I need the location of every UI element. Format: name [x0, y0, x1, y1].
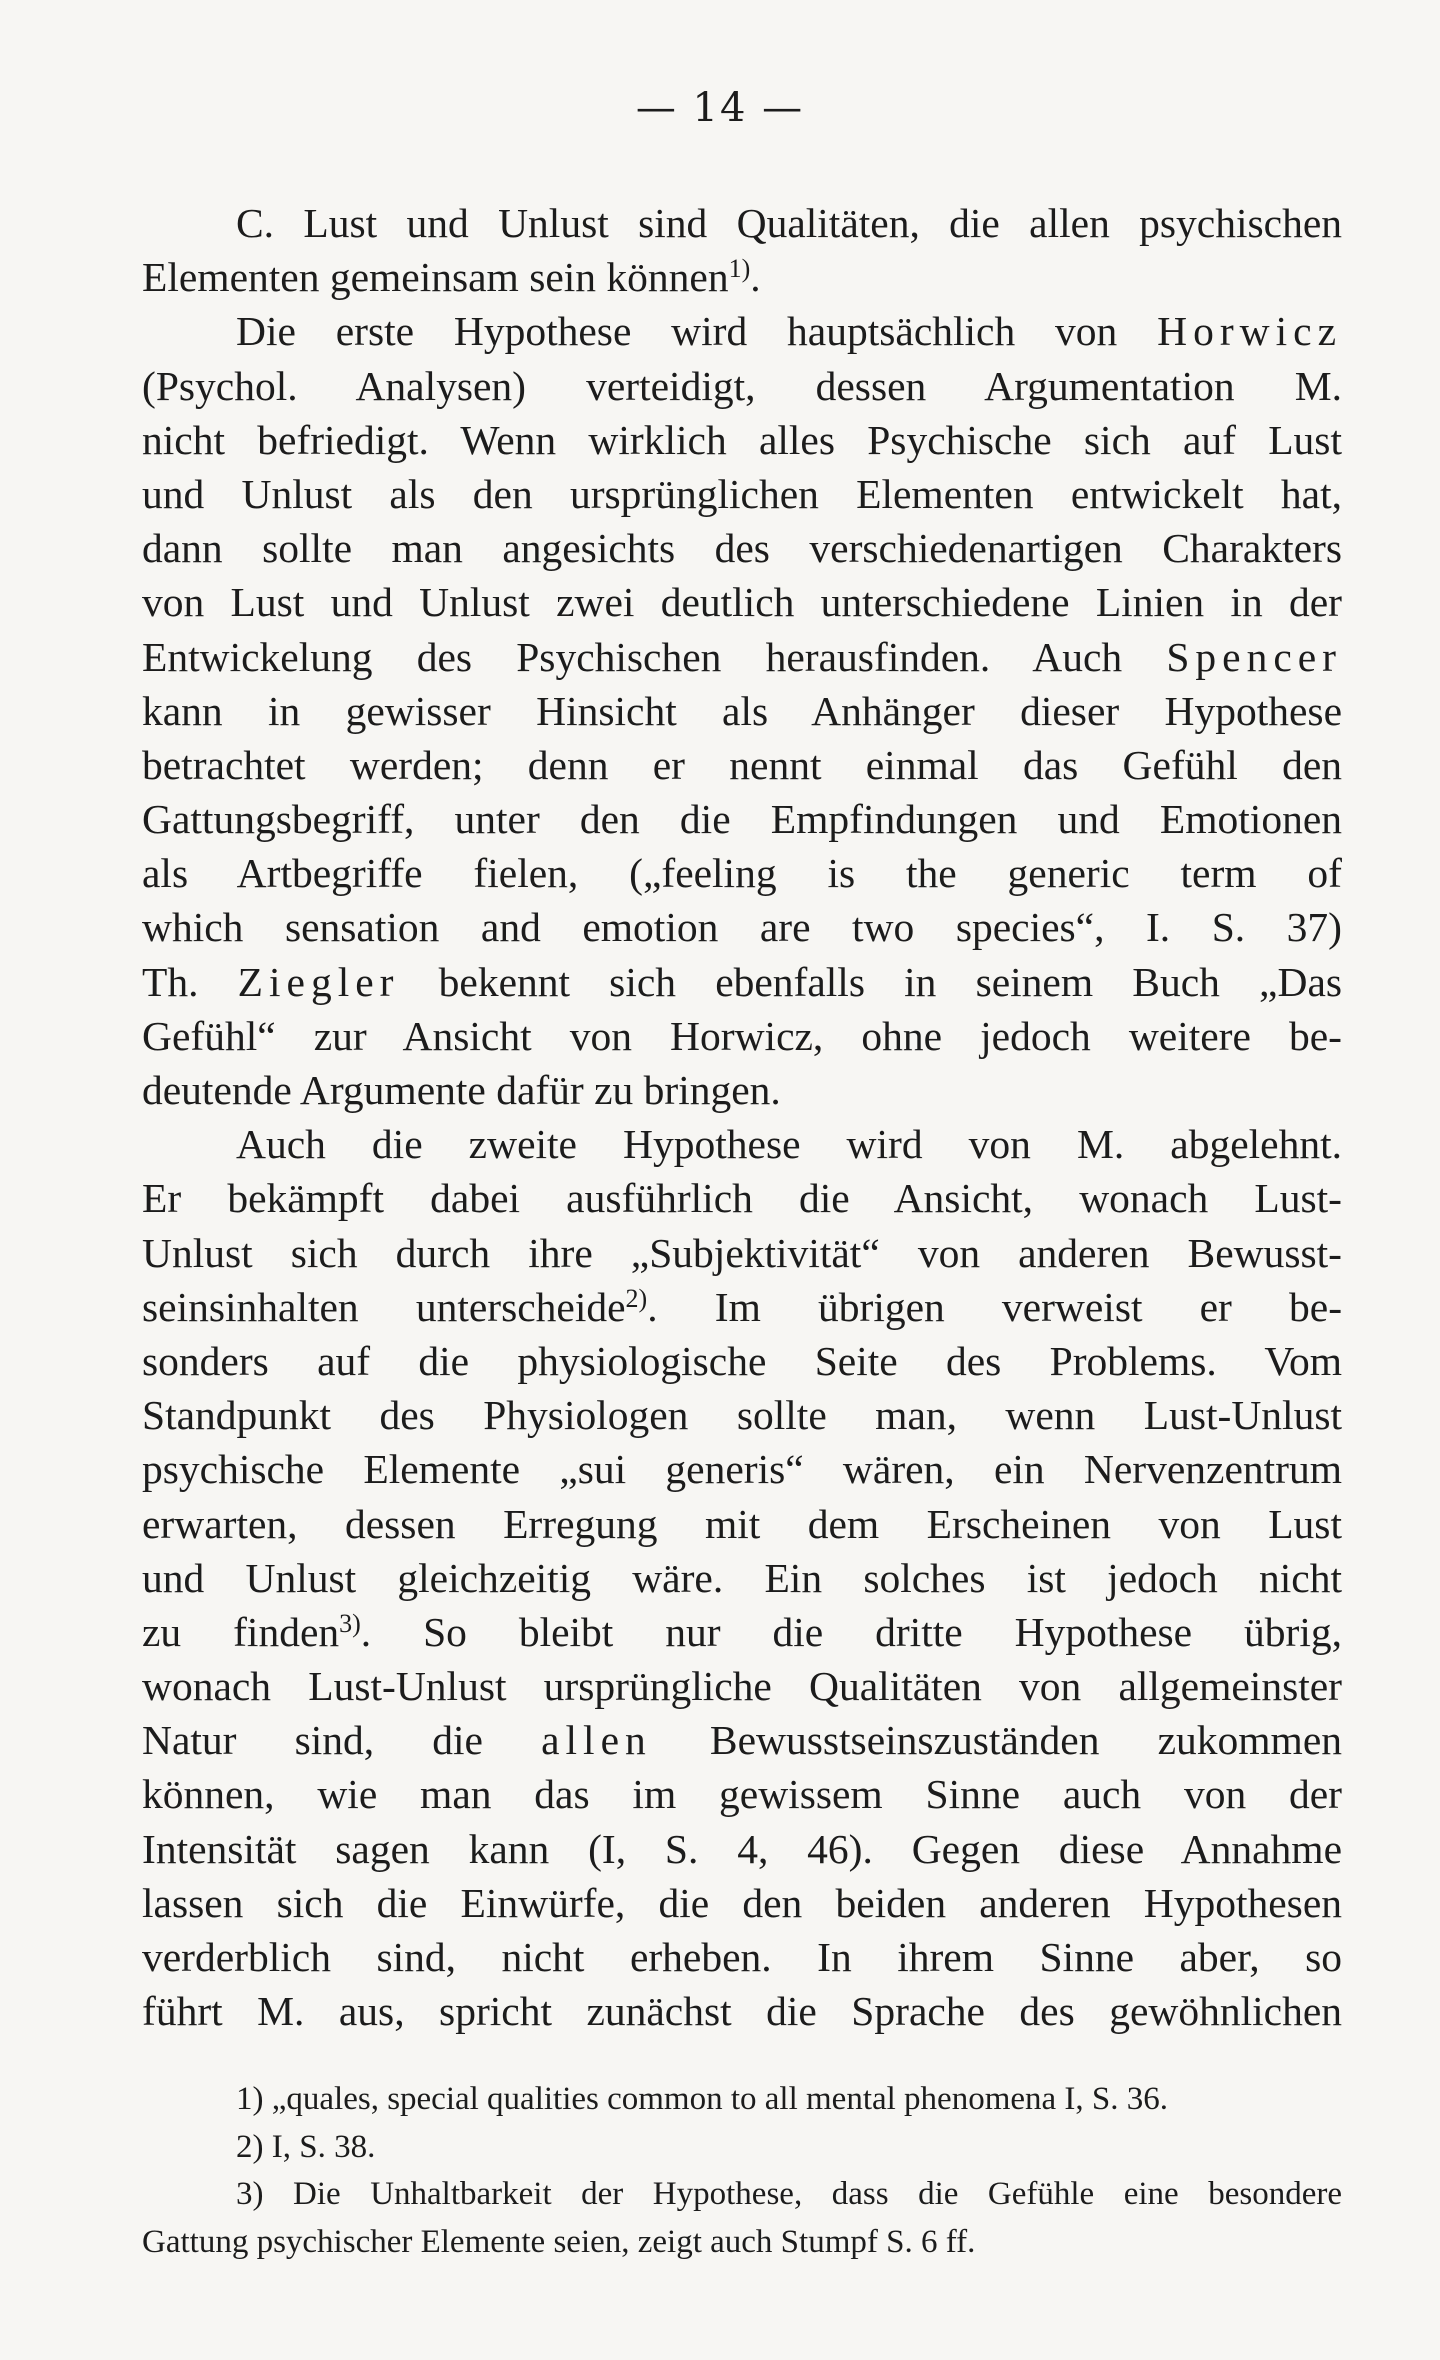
text-line: Gattungsbegriff, unter den die Empfindungen und Emotionen — [142, 796, 1342, 843]
text-line: which sensation and emotion are two species“, I. S. 37) — [142, 904, 1342, 951]
footnotes — [142, 2076, 1342, 2266]
text-line: lassen sich die Einwürfe, die den beiden anderen Hypothesen — [142, 1879, 1342, 1926]
body-text — [142, 196, 1342, 2038]
text-line: seinsinhalten unterscheide$^{2)}$. Im übrigen verweist er be- — [142, 1283, 1342, 1330]
text-line: führt M. aus, spricht zunächst die Sprache des gewöhnlichen — [142, 1988, 1342, 2035]
text-line: Unlust sich durch ihre „Subjektivität“ von anderen Bewusst- — [142, 1229, 1342, 1276]
author-name: Horwicz — [1157, 308, 1342, 355]
author-name: Ziegler — [237, 958, 400, 1005]
text-line: Elementen gemeinsam sein können$^{1)}$. — [142, 254, 761, 301]
text-line: als Artbegriffe fielen, („feeling is the generic term of — [142, 850, 1342, 897]
footnote-ref: 3) — [339, 1608, 361, 1638]
text-line: dann sollte man angesichts des verschiedenartigen Charakters — [142, 525, 1342, 572]
footnote: 3) Die Unhaltbarkeit der Hypothese, dass die Gefühle eine besondere — [236, 2176, 1342, 2212]
footnote-ref: 1) — [728, 254, 751, 284]
text-line: und Unlust gleichzeitig wäre. Ein solches ist jedoch nicht — [142, 1554, 1342, 1601]
text-line: von Lust und Unlust zwei deutlich unterschiedene Linien in der — [142, 579, 1342, 626]
page-number: — 14 — — [635, 85, 805, 131]
text-line: Intensität sagen kann (I, S. 4, 46). Gegen diese Annahme — [142, 1825, 1342, 1872]
text-line: wonach Lust-Unlust ursprüngliche Qualitäten von allgemeinster — [142, 1663, 1342, 1710]
text-line: Natur sind, die allen Bewusstseinszuständen zukommen — [142, 1717, 1342, 1764]
footnote-ref: 2) — [625, 1283, 648, 1313]
text-line: und Unlust als den ursprünglichen Elementen entwickelt hat, — [142, 470, 1342, 517]
text-line: Gefühl“ zur Ansicht von Horwicz, ohne jedoch weitere be- — [142, 1012, 1342, 1059]
text-line: können, wie man das im gewissem Sinne auch von der — [142, 1771, 1342, 1818]
text-line: kann in gewisser Hinsicht als Anhänger dieser Hypothese — [142, 687, 1342, 734]
text-line: nicht befriedigt. Wenn wirklich alles Psychische sich auf Lust — [142, 416, 1342, 463]
emphasis-word: allen — [541, 1717, 652, 1764]
author-name: Spencer — [1166, 633, 1342, 680]
text-line: sonders auf die physiologische Seite des Problems. Vom — [142, 1337, 1342, 1384]
text-line: Auch die zweite Hypothese wird von M. abgelehnt. — [236, 1121, 1342, 1168]
text-line: psychische Elemente „sui generis“ wären, ein Nervenzentrum — [142, 1446, 1342, 1493]
text-line: (Psychol. Analysen) verteidigt, dessen Argumentation M. — [142, 362, 1342, 409]
footnote: 1) „quales, special qualities common to all mental phenomena I, S. 36. — [236, 2081, 1169, 2117]
text-line: Die erste Hypothese wird hauptsächlich von Horwicz — [236, 308, 1342, 355]
text-line: Er bekämpft dabei ausführlich die Ansicht, wonach Lust- — [142, 1175, 1342, 1222]
footnote: Gattung psychischer Elemente seien, zeigt auch Stumpf S. 6 ff. — [142, 2223, 976, 2260]
text-line: deutende Argumente dafür zu bringen. — [142, 1067, 781, 1113]
text-line: Standpunkt des Physiologen sollte man, wenn Lust-Unlust — [142, 1392, 1342, 1439]
text-line: verderblich sind, nicht erheben. In ihrem Sinne aber, so — [142, 1934, 1342, 1980]
text-line: zu finden$^{3)}$. So bleibt nur die dritte Hypothese übrig, — [142, 1608, 1342, 1655]
footnote: 2) I, S. 38. — [236, 2128, 376, 2165]
text-line: Th. Ziegler bekennt sich ebenfalls in seinem Buch „Das — [142, 958, 1342, 1005]
text-line: erwarten, dessen Erregung mit dem Erscheinen von Lust — [142, 1500, 1342, 1547]
text-line: C. Lust und Unlust sind Qualitäten, die allen psychischen — [236, 200, 1342, 246]
text-line: betrachtet werden; denn er nennt einmal das Gefühl den — [142, 741, 1342, 788]
text-line: Entwickelung des Psychischen herausfinden. Auch Spencer — [142, 633, 1342, 680]
